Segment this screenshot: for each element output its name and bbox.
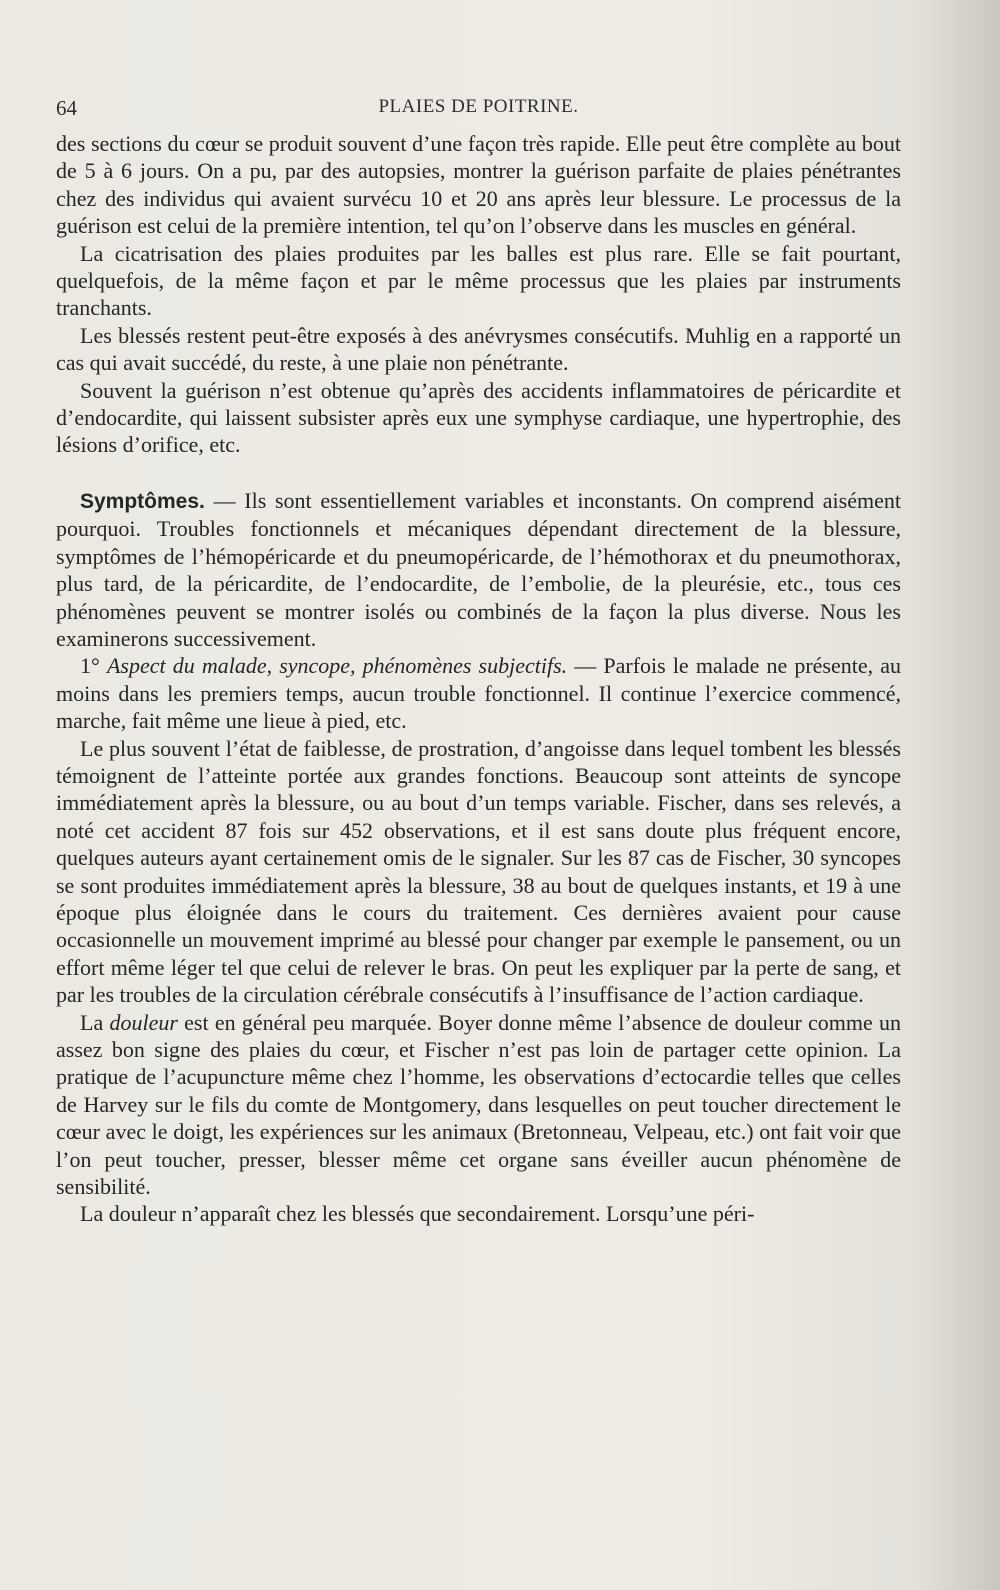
douleur-lead: La — [80, 1009, 110, 1035]
paragraph-syncope: Le plus souvent l’état de faiblesse, de prostration, d’angoisse dans lequel tombent les blessés témoignent de l’atteinte portée aux grandes fonctions. Beaucoup sont atteints de syncope immédiatement après la blessure, ou au bout d’un temps variable. Fischer, dans ses relevés, a noté cet accident 87 fois sur 452 observations, et il est sans doute plus fréquent encore, quelques auteurs ayant certainement omis de le signaler. Sur les 87 cas de Fischer, 30 syncopes se sont produites immédiatement après la blessure, 38 au bout de quelques instants, et 19 à une époque plus éloignée dans le cours du traitement. Ces dernières avaient pour cause occasionnelle un mouvement imprimé au blessé pour changer par exemple le pansement, ou un effort même léger tel que celui de relever le bras. On peut les expliquer par la perte de sang, et par les troubles de la circulation cérébrale consécutifs à l’insuffisance de l’action cardiaque. — [56, 735, 901, 1008]
section-heading-symptomes: Symptômes. — [80, 489, 205, 513]
paragraph-aspect-du-malade — [56, 652, 901, 734]
subsection-title: Aspect du malade, syncope, phénomènes subjectifs. — [106, 653, 568, 679]
body-text — [56, 130, 901, 1228]
page-header — [56, 96, 901, 126]
aspect-text: — Parfois le malade ne présente, au moins dans les premiers temps, aucun trouble fonctionnel. Il continue l’exercice commencé, marche, fait même une lieue à pied, etc. — [56, 653, 902, 734]
paragraph-symptomes — [56, 487, 901, 652]
page-number: 64 — [56, 96, 77, 120]
subsection-number: 1° — [80, 653, 100, 679]
paragraph-anevrysmes: Les blessés restent peut-être exposés à des anévrysmes consécutifs. Muhlig en a rapporté un cas qui avait succédé, du reste, à une plaie non pénétrante. — [56, 322, 901, 376]
douleur-text: est en général peu marquée. Boyer donne même l’absence de douleur comme un assez bon signe des plaies du cœur, et Fischer n’est pas loin de partager cette opinion. La pratique de l’acupuncture même chez l’homme, les observations d’ectocardie telles que celles de Harvey sur le fils du comte de Montgomery, dans lesquelles on peut toucher directement le cœur avec le doigt, les expériences sur les animaux (Bretonneau, Velpeau, etc.) ont fait voir que l’on peut toucher, presser, blesser même cet organe sans éveiller aucun phénomène de sensibilité. — [56, 1009, 902, 1200]
paragraph-douleur — [56, 1009, 901, 1201]
symptomes-text: — Ils sont essentiellement variables et inconstants. On comprend aisément pourquoi. Troubles fonctionnels et mécaniques dépendant directement de la blessure, symptômes de l’hémopéricarde et du pneumopéricarde, de l’hémothorax et du pneumothorax, plus tard, de la péricardite, de l’endocardite, de l’embolie, de la pleurésie, etc., tous ces phénomènes peuvent se montrer isolés ou combinés de la façon la plus diverse. Nous les examinerons successivement. — [56, 487, 901, 651]
paragraph-continuation: des sections du cœur se produit souvent d’une façon très rapide. Elle peut être complète au bout de 5 à 6 jours. On a pu, par des autopsies, montrer la guérison parfaite de plaies pénétrantes chez des individus qui avaient survécu 10 et 20 ans après leur blessure. Le processus de la guérison est celui de la première intention, tel qu’on l’observe dans les muscles en général. — [56, 131, 901, 239]
douleur-term: douleur — [109, 1009, 178, 1035]
paragraph-douleur-secondaire: La douleur n’apparaît chez les blessés que secondairement. Lorsqu’une péri- — [80, 1201, 755, 1227]
paragraph-cicatrisation: La cicatrisation des plaies produites par les balles est plus rare. Elle se fait pourtant, quelquefois, de la même façon et par le même processus que les plaies par instruments tranchants. — [56, 240, 901, 321]
running-title: PLAIES DE POITRINE. — [378, 96, 579, 117]
paragraph-guerison: Souvent la guérison n’est obtenue qu’après des accidents inflammatoires de péricardite et d’endocardite, qui laissent subsister après eux une symphyse cardiaque, une hypertrophie, des lésions d’orifice, etc. — [56, 377, 901, 458]
